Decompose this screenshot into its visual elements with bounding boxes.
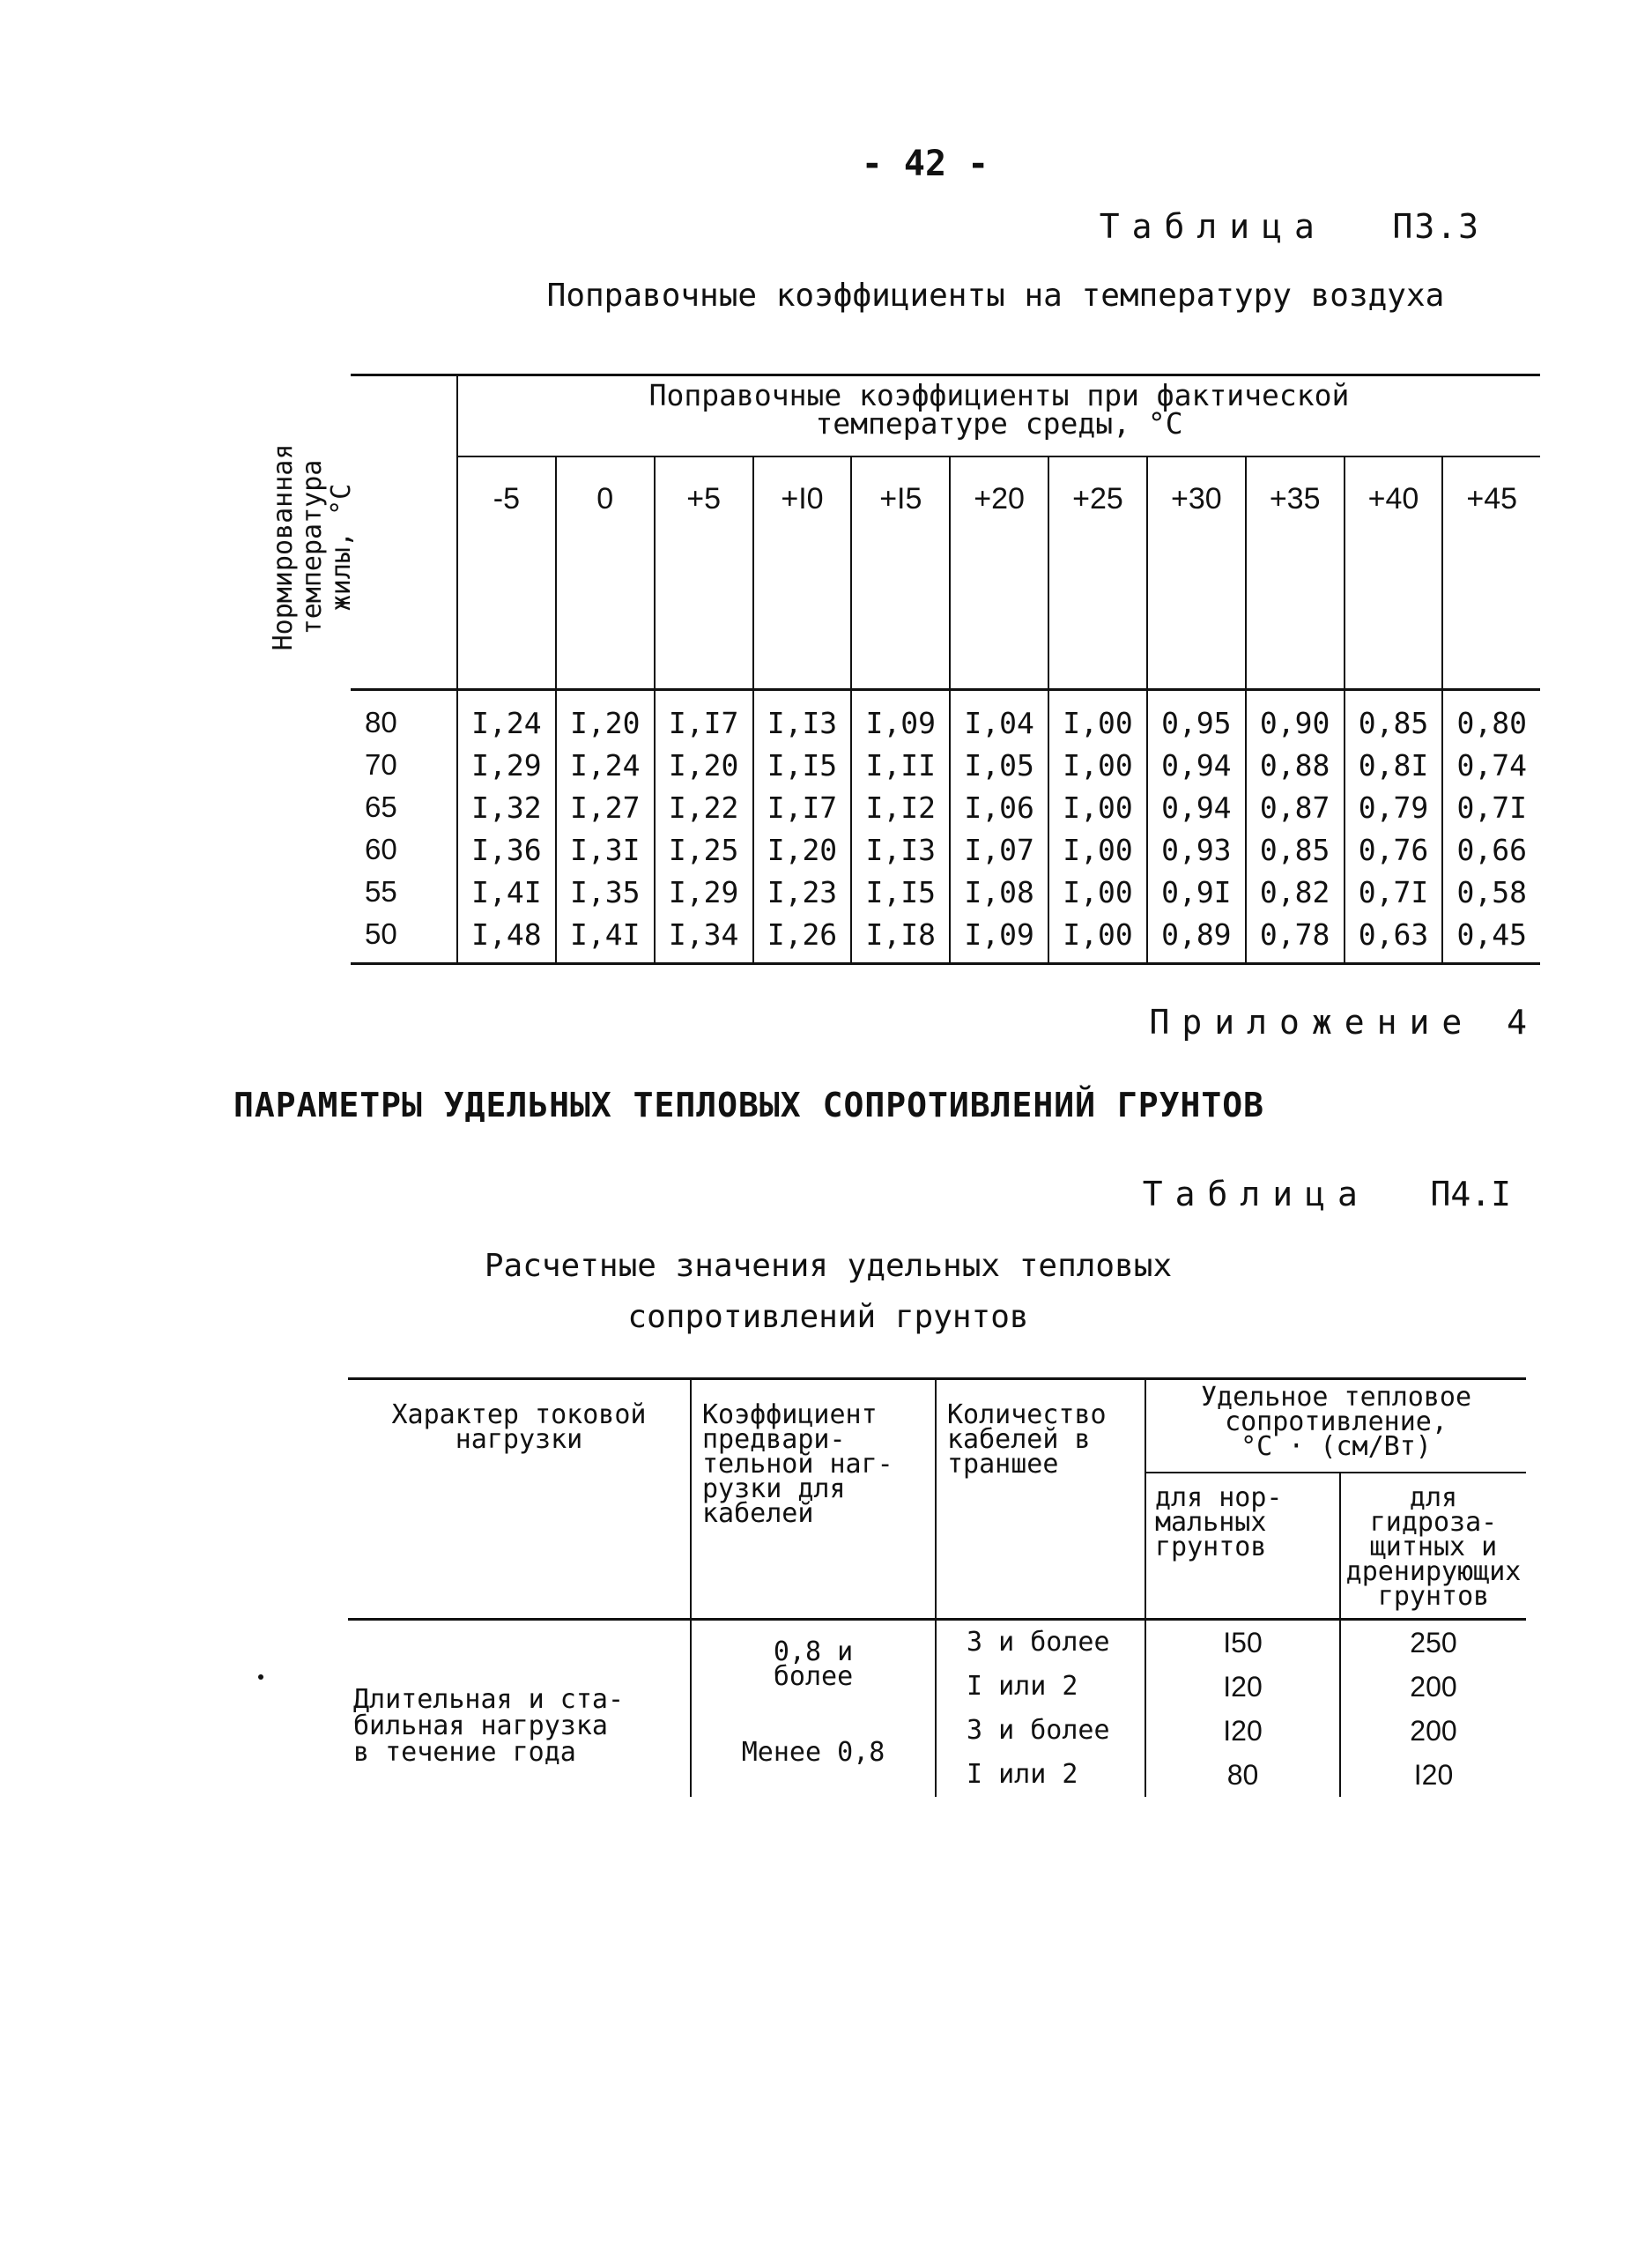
page-number: - 42 - — [861, 144, 989, 184]
row-header-line: жилы, °С — [326, 483, 357, 612]
row-header-rotated — [269, 417, 356, 681]
row-temperature: 70 — [351, 744, 457, 786]
header-line: тельной наг- — [702, 1449, 893, 1480]
cell-value: I,20 — [753, 828, 852, 871]
table-label — [1143, 1175, 1511, 1213]
cell-value: I,08 — [950, 871, 1048, 913]
cell-value: I,4I — [556, 913, 655, 964]
column-header: +30 — [1147, 456, 1246, 690]
cell-value: I,3I — [556, 828, 655, 871]
table-row — [351, 744, 1540, 786]
normal-soil-value: I20 — [1145, 1665, 1340, 1709]
cell-value: 0,85 — [1246, 828, 1345, 871]
cell-value: I,4I — [457, 871, 556, 913]
header-line: Коэффициент — [702, 1399, 878, 1430]
cell-value: 0,74 — [1442, 744, 1540, 786]
cell-value: I,00 — [1048, 786, 1147, 828]
coefficient-line: 0,8 и — [773, 1636, 854, 1667]
cell-value: I,I3 — [851, 828, 950, 871]
cell-value: I,07 — [950, 828, 1048, 871]
column-header: -5 — [457, 456, 556, 690]
coefficient-cell — [691, 1620, 936, 1710]
cell-value: I,00 — [1048, 913, 1147, 964]
cell-value: I,32 — [457, 786, 556, 828]
soil-resistance-table — [348, 1377, 1526, 1797]
cell-value: 0,82 — [1246, 871, 1345, 913]
header-line: для нор- — [1155, 1482, 1283, 1513]
header-line: для гидроза- — [1369, 1482, 1498, 1538]
cell-value: I,35 — [556, 871, 655, 913]
load-line: в течение года — [353, 1737, 576, 1768]
cell-value: I,05 — [950, 744, 1048, 786]
cell-value: I,06 — [950, 786, 1048, 828]
cell-value: I,00 — [1048, 690, 1147, 745]
caption-line: сопротивлений грунтов — [627, 1299, 1029, 1335]
cable-count-cell: I или 2 — [936, 1753, 1145, 1797]
header-cable-count — [936, 1379, 1145, 1620]
header-thermal-resistance — [1145, 1379, 1526, 1473]
row-header-line: температура — [297, 459, 328, 635]
table-number: П4.I — [1430, 1175, 1511, 1213]
load-type-cell — [348, 1620, 691, 1798]
cell-value: I,00 — [1048, 871, 1147, 913]
header-line: Характер токовой — [391, 1399, 647, 1430]
load-line: бильная нагрузка — [353, 1710, 608, 1741]
table-word: Таблица — [1099, 207, 1327, 246]
row-temperature: 60 — [351, 828, 457, 871]
column-header: +I0 — [753, 456, 852, 690]
column-header: +40 — [1345, 456, 1443, 690]
cell-value: 0,80 — [1442, 690, 1540, 745]
table-number: П3.3 — [1392, 207, 1480, 246]
row-temperature: 80 — [351, 690, 457, 745]
cell-value: I,09 — [950, 913, 1048, 964]
group-header — [457, 375, 1540, 457]
row-temperature: 50 — [351, 913, 457, 964]
column-header: +35 — [1246, 456, 1345, 690]
row-temperature: 55 — [351, 871, 457, 913]
cell-value: 0,66 — [1442, 828, 1540, 871]
header-line: дренирующих — [1345, 1556, 1522, 1587]
cell-value: 0,89 — [1147, 913, 1246, 964]
cell-value: 0,63 — [1345, 913, 1443, 964]
cell-value: I,29 — [655, 871, 753, 913]
column-header: +25 — [1048, 456, 1147, 690]
normal-soil-value: I50 — [1145, 1620, 1340, 1666]
cell-value: I,I7 — [655, 690, 753, 745]
cell-value: I,00 — [1048, 744, 1147, 786]
drainage-soil-value: 200 — [1340, 1709, 1526, 1753]
cell-value: I,34 — [655, 913, 753, 964]
header-line: нагрузки — [455, 1424, 583, 1455]
cell-value: 0,7I — [1442, 786, 1540, 828]
drainage-soil-value: 250 — [1340, 1620, 1526, 1666]
coefficient-cell: Менее 0,8 — [691, 1709, 936, 1797]
header-line: °С · (см/Вт) — [1241, 1431, 1432, 1462]
table-row — [351, 690, 1540, 745]
table-row — [348, 1620, 1526, 1666]
column-header: 0 — [556, 456, 655, 690]
group-header-line: Поправочные коэффициенты при фактической — [648, 378, 1350, 412]
table-caption: Поправочные коэффициенты на температуру воздуха — [546, 278, 1445, 314]
cable-count-cell: 3 и более — [936, 1709, 1145, 1753]
cell-value: I,I8 — [851, 913, 950, 964]
header-normal-soils — [1145, 1473, 1340, 1620]
table-row — [351, 828, 1540, 871]
cell-value: I,23 — [753, 871, 852, 913]
header-line: мальных — [1155, 1507, 1267, 1538]
cell-value: 0,94 — [1147, 786, 1246, 828]
section-heading: ПАРАМЕТРЫ УДЕЛЬНЫХ ТЕПЛОВЫХ СОПРОТИВЛЕНИЙ ГРУНТОВ — [233, 1086, 1265, 1124]
cell-value: I,I3 — [753, 690, 852, 745]
cell-value: I,36 — [457, 828, 556, 871]
cell-value: I,04 — [950, 690, 1048, 745]
table-caption — [388, 1241, 1269, 1343]
normal-soil-value: 80 — [1145, 1753, 1340, 1797]
cell-value: I,48 — [457, 913, 556, 964]
cell-value: 0,58 — [1442, 871, 1540, 913]
table-row — [351, 871, 1540, 913]
table-word: Таблица — [1142, 1175, 1370, 1213]
column-header: +5 — [655, 456, 753, 690]
header-preload-coefficient — [691, 1379, 936, 1620]
caption-line: Расчетные значения удельных тепловых — [484, 1248, 1173, 1284]
header-line: Количество — [947, 1399, 1107, 1430]
coefficient-line: более — [773, 1661, 854, 1692]
row-header-line: Нормированная — [268, 443, 299, 651]
cell-value: I,00 — [1048, 828, 1147, 871]
cell-value: I,24 — [556, 744, 655, 786]
appendix-label: Приложение 4 — [1149, 1003, 1539, 1042]
header-drainage-soils — [1340, 1473, 1526, 1620]
header-line: кабелей — [702, 1498, 814, 1529]
cable-count-cell: I или 2 — [936, 1665, 1145, 1709]
cell-value: 0,90 — [1246, 690, 1345, 745]
cell-value: I,29 — [457, 744, 556, 786]
cell-value: 0,85 — [1345, 690, 1443, 745]
margin-dot — [258, 1674, 263, 1680]
cell-value: 0,79 — [1345, 786, 1443, 828]
cell-value: 0,94 — [1147, 744, 1246, 786]
table-row — [351, 913, 1540, 964]
cell-value: I,26 — [753, 913, 852, 964]
cell-value: 0,95 — [1147, 690, 1246, 745]
cell-value: I,I7 — [753, 786, 852, 828]
cell-value: I,22 — [655, 786, 753, 828]
cell-value: I,25 — [655, 828, 753, 871]
cell-value: I,I5 — [851, 871, 950, 913]
table-label — [1100, 207, 1480, 246]
row-temperature: 65 — [351, 786, 457, 828]
header-line: Удельное тепловое — [1200, 1382, 1472, 1413]
header-load-type — [348, 1379, 691, 1620]
column-header: +I5 — [851, 456, 950, 690]
header-line: предвари- — [702, 1424, 846, 1455]
group-header-line: температуре среды, °С — [815, 406, 1183, 441]
cell-value: 0,93 — [1147, 828, 1246, 871]
cell-value: 0,8I — [1345, 744, 1443, 786]
cell-value: 0,78 — [1246, 913, 1345, 964]
drainage-soil-value: 200 — [1340, 1665, 1526, 1709]
header-line: сопротивление, — [1225, 1406, 1448, 1437]
header-line: щитных и — [1369, 1532, 1498, 1562]
cell-value: 0,87 — [1246, 786, 1345, 828]
cell-value: 0,88 — [1246, 744, 1345, 786]
header-line: грунтов — [1377, 1581, 1490, 1612]
cell-value: 0,76 — [1345, 828, 1443, 871]
drainage-soil-value: I20 — [1340, 1753, 1526, 1797]
cell-value: 0,9I — [1147, 871, 1246, 913]
table-row — [351, 786, 1540, 828]
cell-value: I,II — [851, 744, 950, 786]
column-header: +45 — [1442, 456, 1540, 690]
column-header: +20 — [950, 456, 1048, 690]
cell-value: I,27 — [556, 786, 655, 828]
cell-value: 0,45 — [1442, 913, 1540, 964]
cell-value: I,I5 — [753, 744, 852, 786]
header-line: рузки для — [702, 1473, 846, 1504]
cable-count-cell: 3 и более — [936, 1620, 1145, 1666]
correction-factors-table — [268, 374, 1540, 965]
row-header-cell — [268, 375, 457, 690]
cell-value: I,09 — [851, 690, 950, 745]
load-line: Длительная и ста- — [353, 1684, 625, 1715]
cell-value: I,I2 — [851, 786, 950, 828]
cell-value: I,20 — [655, 744, 753, 786]
cell-value: I,24 — [457, 690, 556, 745]
cell-value: 0,7I — [1345, 871, 1443, 913]
header-line: грунтов — [1155, 1532, 1267, 1562]
normal-soil-value: I20 — [1145, 1709, 1340, 1753]
header-line: траншее — [947, 1449, 1059, 1480]
header-line: кабелей в — [947, 1424, 1091, 1455]
cell-value: I,20 — [556, 690, 655, 745]
